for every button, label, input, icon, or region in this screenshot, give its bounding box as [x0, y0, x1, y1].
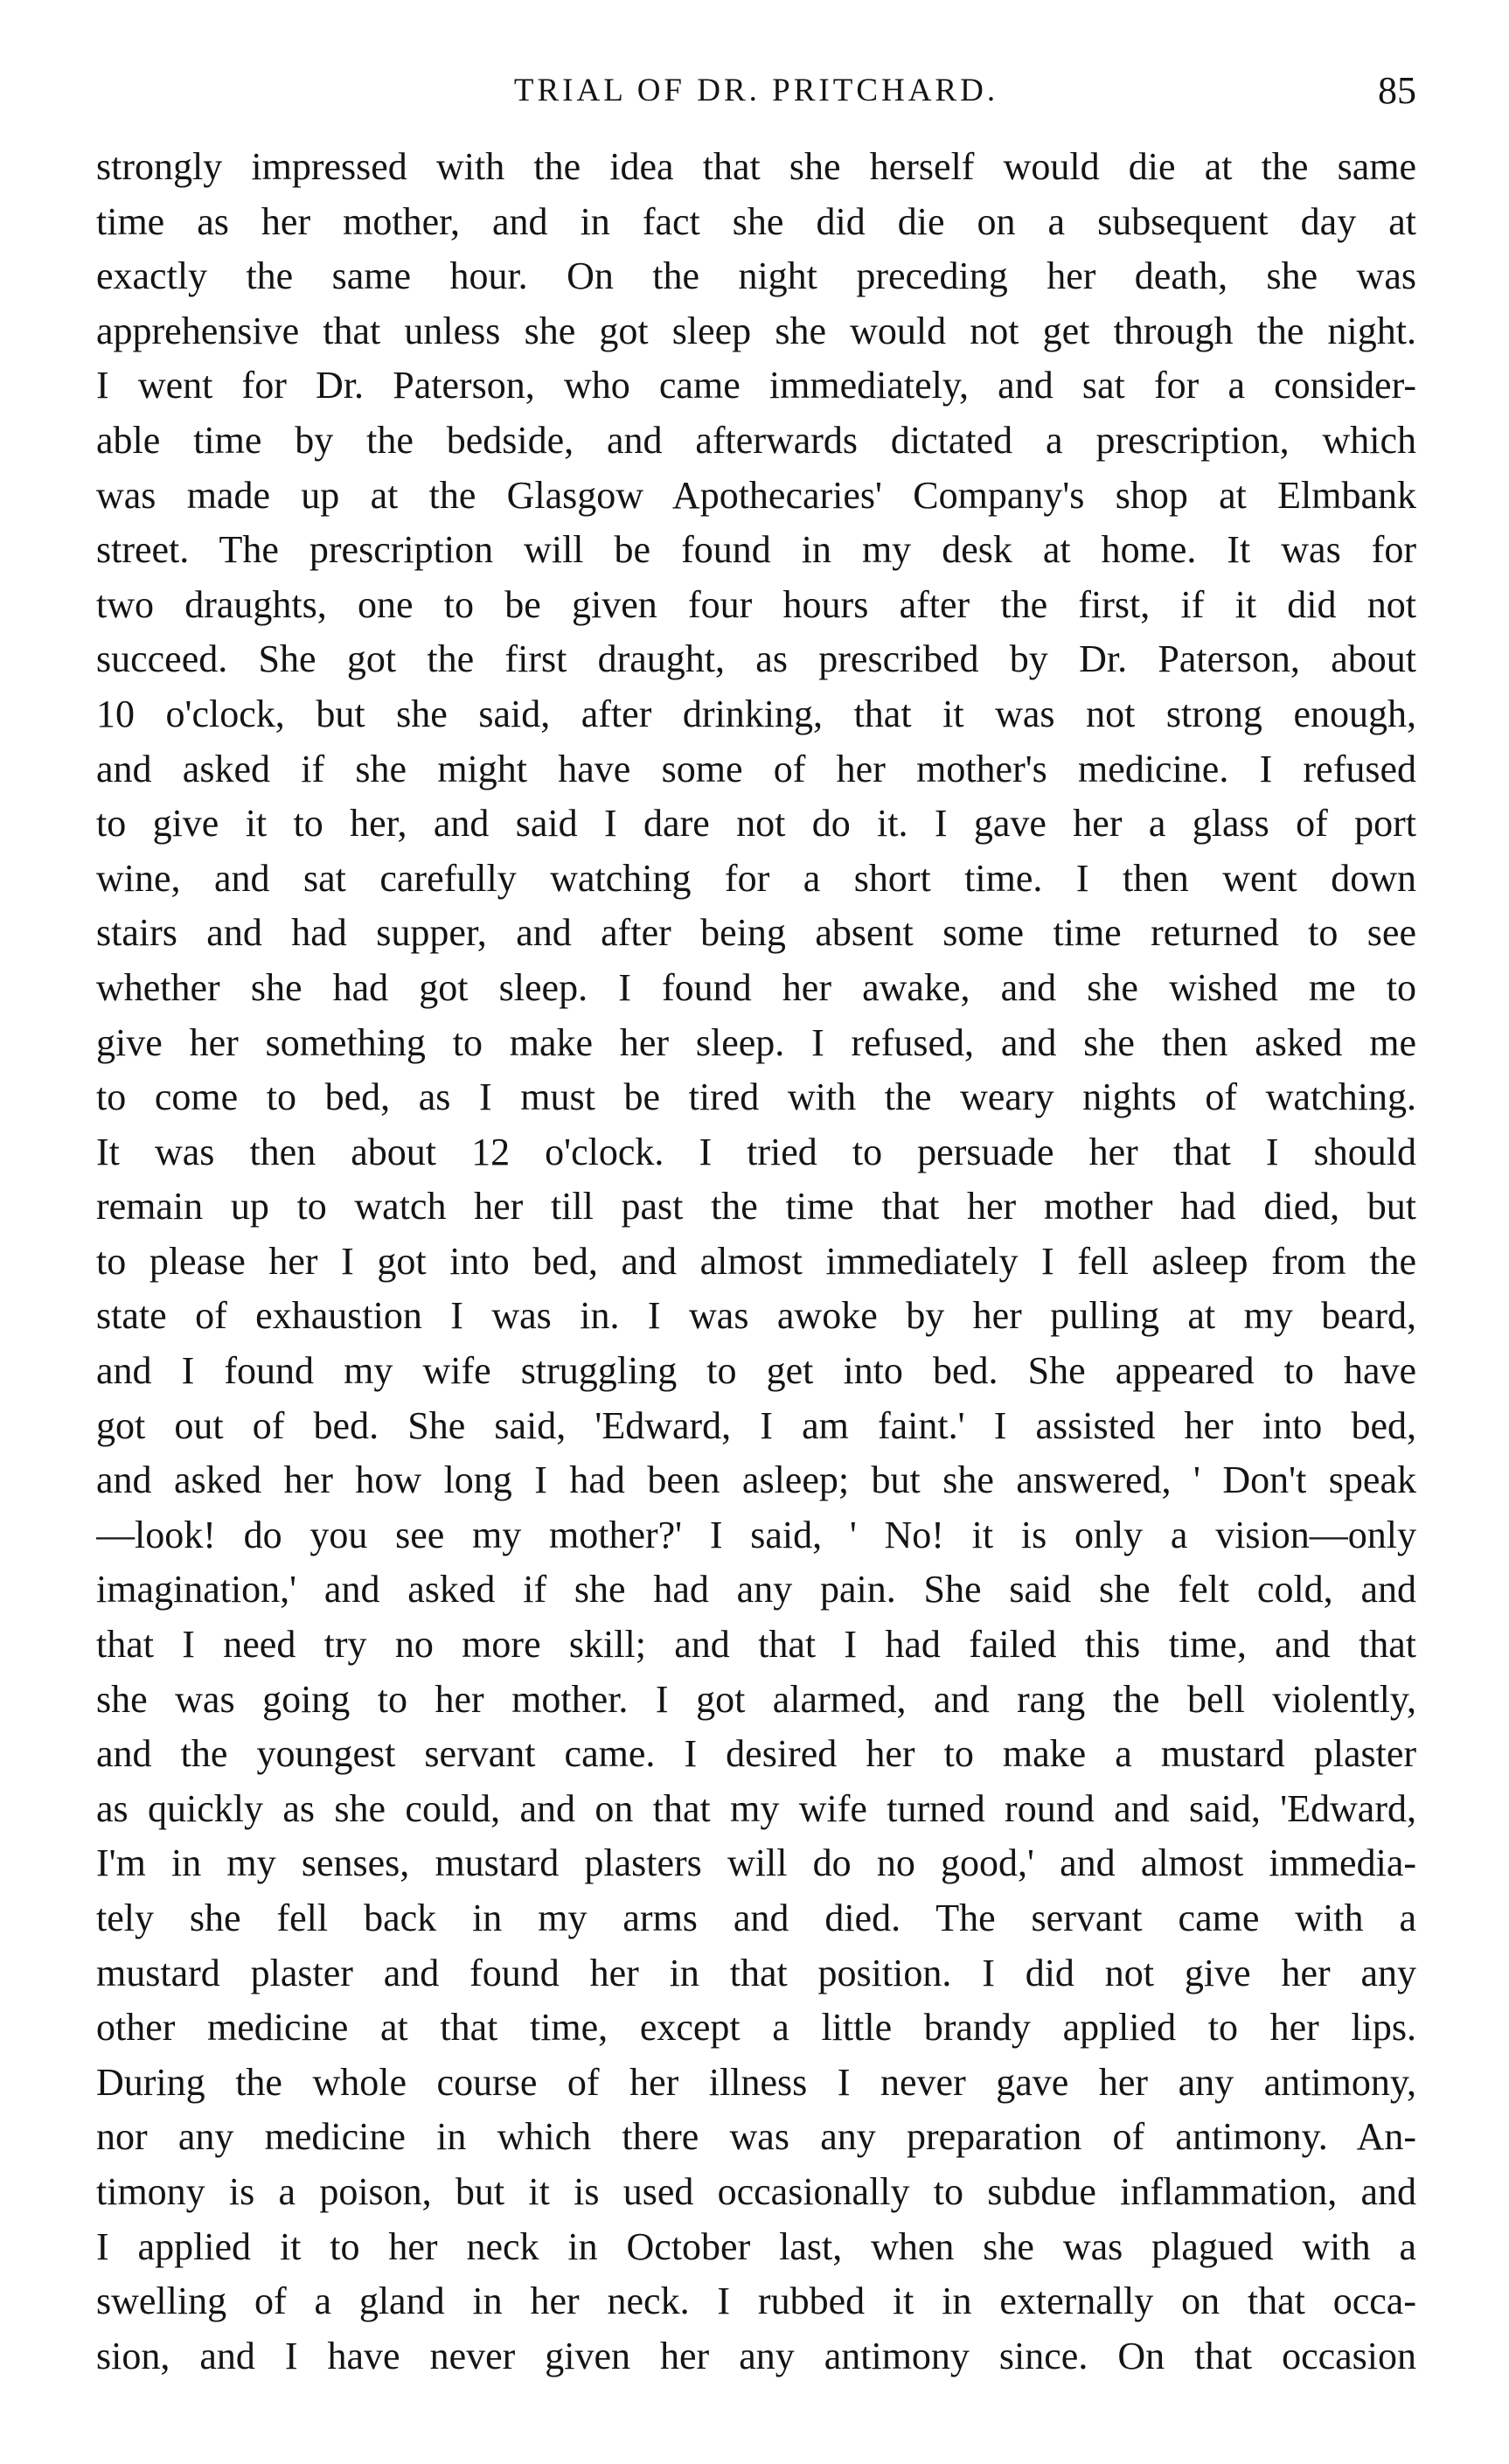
- text-line: to please her I got into bed, and almost immediately I fell asleep from the: [96, 1239, 1416, 1283]
- text-line: got out of bed. She said, 'Edward, I am faint.' I assisted her into bed,: [96, 1403, 1416, 1447]
- text-line: timony is a poison, but it is used occasionally to subdue inflammation, and: [96, 2169, 1416, 2213]
- text-line: I'm in my senses, mustard plasters will do no good,' and almost immedia-: [96, 1841, 1416, 1885]
- text-line: give her something to make her sleep. I refused, and she then asked me: [96, 1020, 1416, 1064]
- text-line: sion, and I have never given her any antimony since. On that occasion: [96, 2334, 1416, 2377]
- text-line: exactly the same hour. On the night preceding her death, she was: [96, 254, 1416, 298]
- text-line: state of exhaustion I was in. I was awoke by her pulling at my beard,: [96, 1294, 1416, 1338]
- text-line: able time by the bedside, and afterwards dictated a prescription, which: [96, 418, 1416, 462]
- text-line: remain up to watch her till past the time that her mother had died, but: [96, 1185, 1416, 1229]
- text-line: I applied it to her neck in October last, when she was plagued with a: [96, 2224, 1416, 2268]
- text-line: as quickly as she could, and on that my wife turned round and said, 'Edward,: [96, 1786, 1416, 1830]
- text-line: that I need try no more skill; and that I had failed this time, and that: [96, 1623, 1416, 1667]
- page-number: 85: [1378, 69, 1416, 112]
- text-line: imagination,' and asked if she had any pain. She said she felt cold, and: [96, 1568, 1416, 1611]
- text-line: mustard plaster and found her in that position. I did not give her any: [96, 1951, 1416, 1994]
- text-line: street. The prescription will be found in my desk at home. It was for: [96, 528, 1416, 572]
- text-line: to give it to her, and said I dare not do it. I gave her a glass of port: [96, 802, 1416, 846]
- text-line: time as her mother, and in fact she did die on a subsequent day at: [96, 199, 1416, 243]
- text-line: she was going to her mother. I got alarmed, and rang the bell violently,: [96, 1677, 1416, 1721]
- text-line: was made up at the Glasgow Apothecaries' Company's shop at Elmbank: [96, 473, 1416, 517]
- text-line: stairs and had supper, and after being absent some time returned to see: [96, 911, 1416, 955]
- text-line: to come to bed, as I must be tired with the weary nights of watching.: [96, 1075, 1416, 1119]
- text-line: whether she had got sleep. I found her awake, and she wished me to: [96, 965, 1416, 1009]
- text-line: wine, and sat carefully watching for a short time. I then went down: [96, 856, 1416, 900]
- text-line: and the youngest servant came. I desired her to make a mustard plaster: [96, 1732, 1416, 1776]
- running-head: [96, 65, 1416, 117]
- text-line: I went for Dr. Paterson, who came immediately, and sat for a consider-: [96, 364, 1416, 407]
- text-line: During the whole course of her illness I never gave her any antimony,: [96, 2060, 1416, 2104]
- body-text: [96, 140, 1416, 2384]
- running-title: TRIAL OF DR. PRITCHARD.: [513, 73, 999, 108]
- text-line: other medicine at that time, except a little brandy applied to her lips.: [96, 2006, 1416, 2050]
- text-line: —look! do you see my mother?' I said, ' No! it is only a vision—only: [96, 1513, 1416, 1556]
- text-line: strongly impressed with the idea that she herself would die at the same: [96, 145, 1416, 188]
- text-line: apprehensive that unless she got sleep she would not get through the night.: [96, 309, 1416, 352]
- text-line: nor any medicine in which there was any preparation of antimony. An-: [96, 2115, 1416, 2159]
- text-line: and asked her how long I had been asleep; but she answered, ' Don't speak: [96, 1458, 1416, 1502]
- text-line: two draughts, one to be given four hours after the first, if it did not: [96, 582, 1416, 626]
- text-line: 10 o'clock, but she said, after drinking, that it was not strong enough,: [96, 692, 1416, 735]
- text-line: and I found my wife struggling to get into bed. She appeared to have: [96, 1349, 1416, 1393]
- text-line: swelling of a gland in her neck. I rubbed it in externally on that occa-: [96, 2280, 1416, 2323]
- text-line: succeed. She got the first draught, as prescribed by Dr. Paterson, about: [96, 637, 1416, 681]
- text-line: tely she fell back in my arms and died. The servant came with a: [96, 1897, 1416, 1939]
- text-line: It was then about 12 o'clock. I tried to persuade her that I should: [96, 1130, 1416, 1173]
- text-line: and asked if she might have some of her mother's medicine. I refused: [96, 747, 1416, 790]
